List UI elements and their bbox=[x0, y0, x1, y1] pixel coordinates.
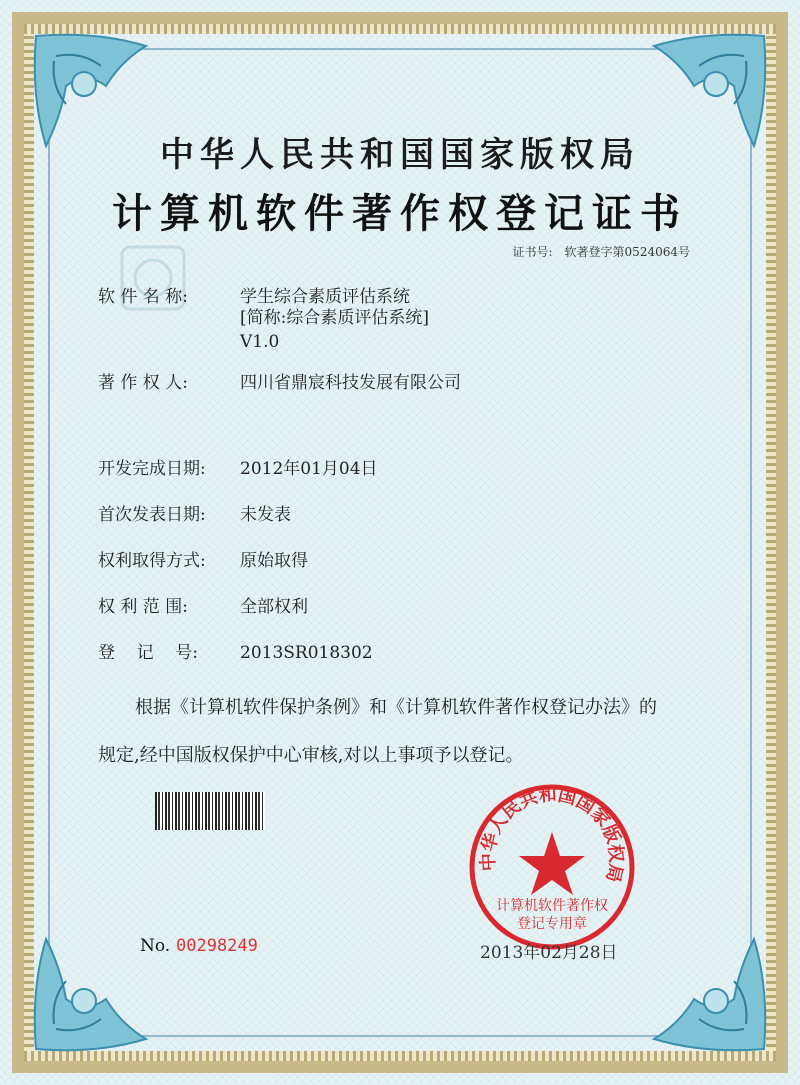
certificate-number-value: 软著登字第0524064号 bbox=[564, 245, 690, 259]
seal-ring-text: 中华人民共和国国家版权局 bbox=[477, 784, 627, 885]
registration-row bbox=[98, 638, 373, 663]
issue-date: 2013年02月28日 bbox=[480, 943, 618, 963]
owner-label: 著 作 权 人: bbox=[98, 373, 188, 393]
scope-label: 权 利 范 围: bbox=[98, 597, 188, 617]
software-name-extra bbox=[240, 306, 429, 354]
scope-row bbox=[98, 592, 308, 617]
publish-date-value: 未发表 bbox=[240, 505, 291, 525]
body-line-1: 根据《计算机软件保护条例》和《计算机软件著作权登记办法》的 bbox=[135, 697, 657, 718]
corner-ornament-icon bbox=[644, 929, 774, 1059]
registration-number: 2013SR018302 bbox=[240, 643, 373, 663]
software-name-row bbox=[98, 282, 410, 307]
acquire-label: 权利取得方式: bbox=[98, 551, 206, 571]
certificate-number-label: 证书号: bbox=[512, 245, 553, 259]
acquire-row bbox=[98, 546, 308, 571]
serial-number-value: 00298249 bbox=[176, 936, 258, 956]
barcode-icon bbox=[155, 792, 265, 830]
serial-number-label: No. bbox=[140, 936, 171, 956]
publish-date-row bbox=[98, 500, 291, 525]
issuer-heading: 中华人民共和国国家版权局 bbox=[160, 135, 640, 175]
publish-date-label: 首次发表日期: bbox=[98, 505, 206, 525]
software-name-value: 学生综合素质评估系统 bbox=[240, 287, 410, 307]
registration-label: 登 记 号: bbox=[98, 643, 198, 663]
corner-ornament-icon bbox=[26, 929, 156, 1059]
seal-line-1: 计算机软件著作权 bbox=[496, 898, 608, 914]
acquire-value: 原始取得 bbox=[240, 551, 308, 571]
dev-date-label: 开发完成日期: bbox=[98, 459, 206, 479]
scope-value: 全部权利 bbox=[240, 597, 308, 617]
dev-date-value: 2012年01月04日 bbox=[240, 459, 378, 479]
software-name-label: 软 件 名 称: bbox=[98, 287, 188, 307]
software-version: V1.0 bbox=[240, 332, 280, 352]
software-short-name: [简称:综合素质评估系统] bbox=[240, 308, 429, 328]
certificate-title: 计算机软件著作权登记证书 bbox=[112, 190, 688, 237]
owner-row bbox=[98, 368, 461, 393]
seal-line-2: 登记专用章 bbox=[517, 916, 587, 932]
official-seal-icon bbox=[467, 782, 637, 952]
owner-value: 四川省鼎宸科技发展有限公司 bbox=[240, 373, 461, 393]
certificate-number bbox=[513, 243, 691, 260]
dev-date-row bbox=[98, 454, 378, 479]
body-line-2: 规定,经中国版权保护中心审核,对以上事项予以登记。 bbox=[98, 745, 524, 766]
